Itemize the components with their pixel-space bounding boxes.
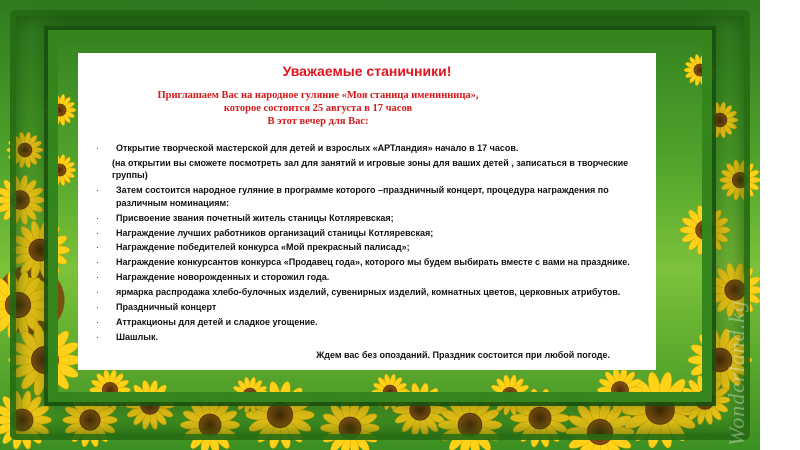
invitation-intro (148, 89, 488, 128)
program-item: · Аттракционы для детей и сладкое угощение. (96, 316, 318, 327)
invitation-title: Уважаемые станичники! (282, 63, 452, 79)
program-item: · Шашлык. (96, 331, 158, 342)
program-item: · Затем состоится народное гуляние в программе которого –праздничный концерт, процедура награждения по различным номинациям: (96, 185, 609, 208)
watermark (724, 196, 754, 446)
program-note: (на открытии вы сможете посмотреть зал для занятий и игровые зоны для ваших детей , записаться в творческие группы) (112, 157, 629, 181)
intro-line-3: В этот вечер для Вас: (267, 116, 369, 127)
program-list (92, 142, 652, 346)
program-item: · Праздничный концерт (96, 302, 217, 313)
intro-line-2: которое состоится 25 августа в 17 часов (223, 103, 413, 114)
invitation-panel (78, 53, 656, 370)
watermark-text: Wonderland.kg (724, 299, 749, 446)
program-item: · Открытие творческой мастерской для детей и взрослых «АРТландия» начало в 17 часов. (96, 143, 519, 153)
intro-line-1: Приглашаем Вас на народное гуляние «Моя станица именинница», (157, 90, 479, 101)
program-item: · Награждение новорожденных и сторожил года. (96, 272, 330, 283)
program-item: · Награждение лучших работников организаций станицы Котляревская; (96, 227, 434, 238)
closing-note: Ждем вас без опозданий. Праздник состоится при любой погоде. (316, 350, 610, 360)
program-item: · Награждение победителей конкурса «Мой прекрасный палисад»; (96, 242, 410, 253)
program-item: · ярмарка распродажа хлебо-булочных изделий, сувенирных изделий, комнатных цветов, церковных атрибутов. (96, 287, 621, 298)
program-item: · Награждение конкурсантов конкурса «Продавец года», которого мы будем выбирать вместе с вами на празднике. (96, 257, 630, 268)
program-item: · Присвоение звания почетный житель станицы Котляревская; (96, 212, 394, 223)
